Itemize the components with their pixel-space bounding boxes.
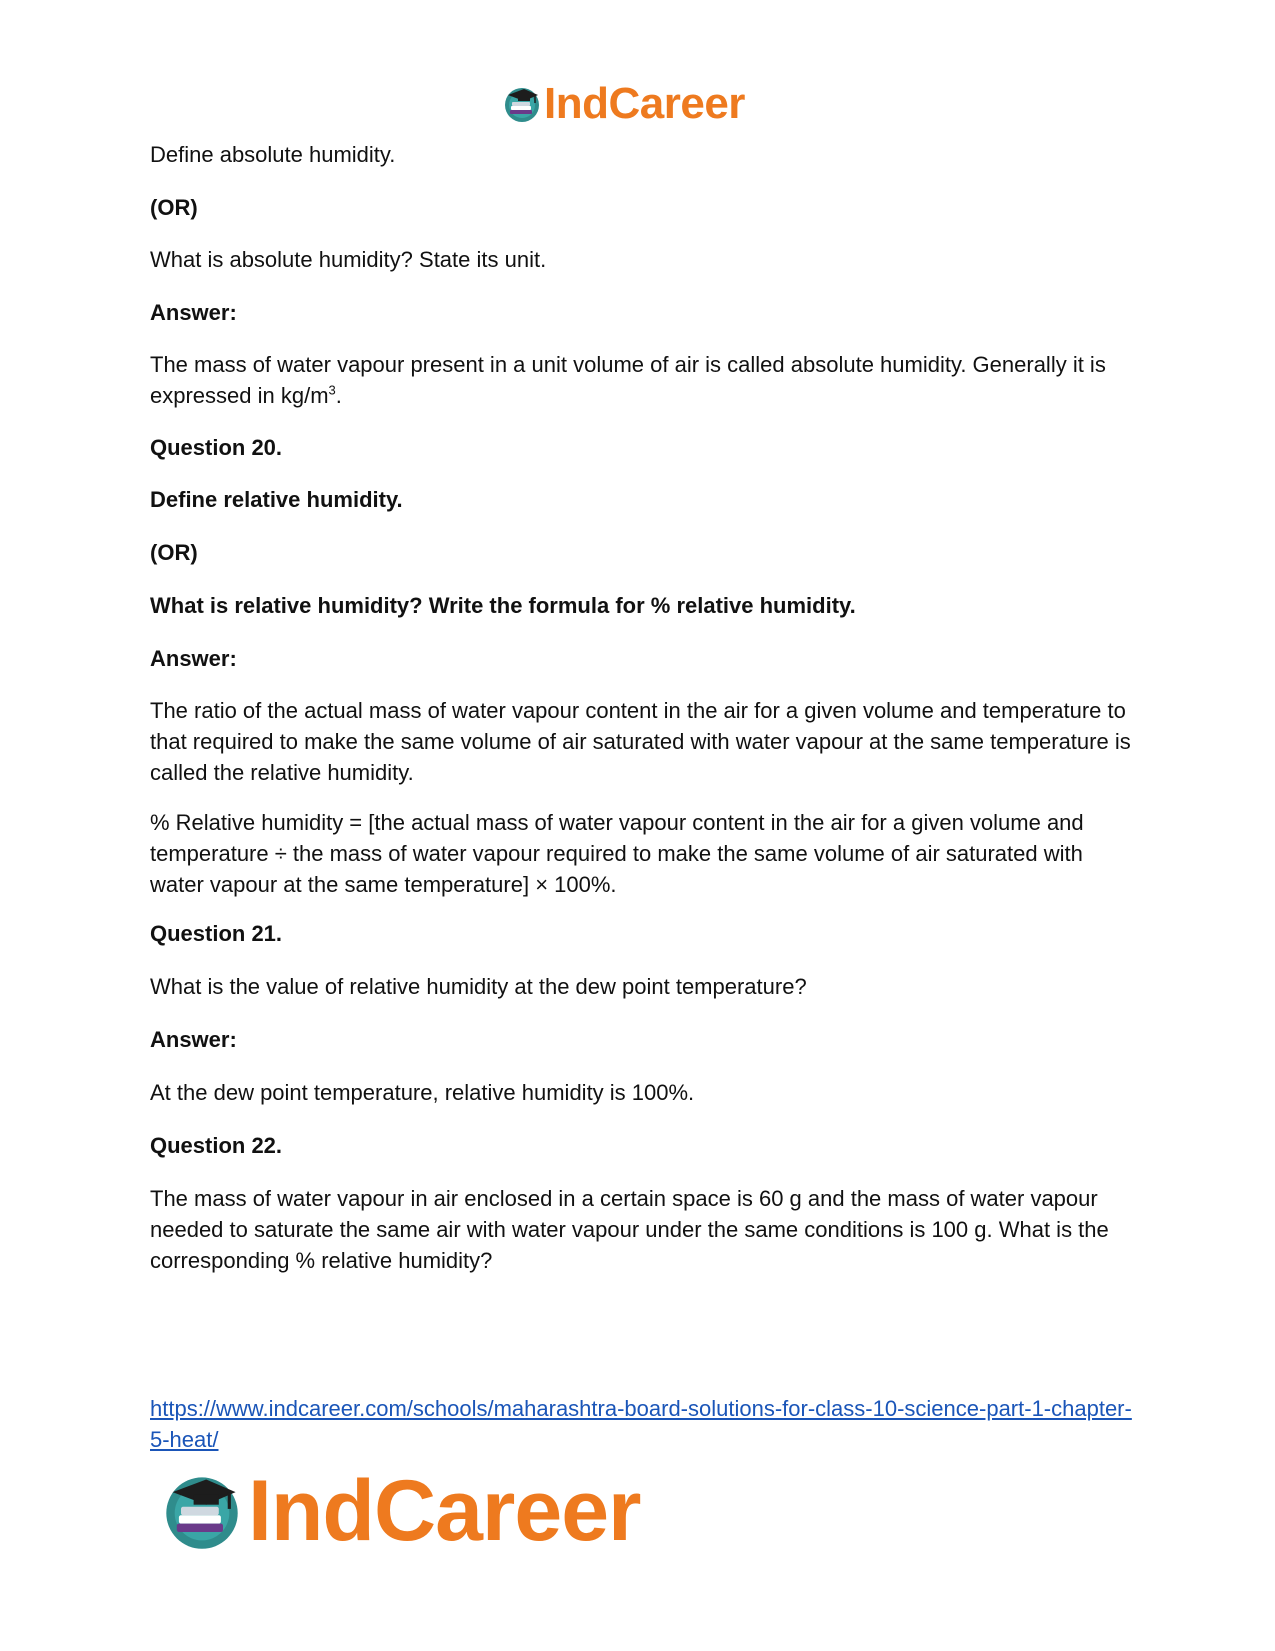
question-text: Define absolute humidity. (150, 142, 396, 167)
logo-wordmark: IndCareer (248, 1462, 641, 1559)
footer-logo (160, 1462, 641, 1559)
answer-text: The ratio of the actual mass of water vapour content in the air for a given volume and temperature to that required to make the same volume of air saturated with water vapour at the same temperature is called the relative humidity. (150, 698, 1131, 785)
answer-label: Answer: (150, 300, 237, 325)
answer-label: Answer: (150, 1027, 237, 1052)
or-separator: (OR) (150, 195, 198, 220)
question-number: Question 21. (150, 921, 283, 946)
graduation-cap-books-globe-icon (502, 84, 542, 124)
question-text: What is absolute humidity? State its unit. (150, 247, 547, 272)
source-link[interactable]: https://www.indcareer.com/schools/maharashtra-board-solutions-for-class-10-science-part-1-chapter-5-heat/ (150, 1396, 1132, 1452)
or-separator: (OR) (150, 540, 198, 565)
answer-label: Answer: (150, 646, 237, 671)
graduation-cap-books-globe-icon (160, 1469, 244, 1553)
header-logo (502, 80, 745, 128)
answer-text: At the dew point temperature, relative humidity is 100%. (150, 1080, 695, 1105)
formula-text: % Relative humidity = [the actual mass of water vapour content in the air for a given volume and temperature ÷ the mass of water vapour required to make the same volume of air saturated with water vapour at the same temperature] × 100%. (150, 810, 1084, 897)
question-text: What is relative humidity? Write the formula for % relative humidity. (150, 593, 856, 618)
question-number: Question 22. (150, 1133, 283, 1158)
logo-wordmark: IndCareer (544, 79, 745, 128)
question-number: Question 20. (150, 435, 283, 460)
question-text: Define relative humidity. (150, 487, 403, 512)
question-text: What is the value of relative humidity at the dew point temperature? (150, 974, 807, 999)
question-text: The mass of water vapour in air enclosed in a certain space is 60 g and the mass of water vapour needed to saturate the same air with water vapour under the same conditions is 100 g. What is the corresponding % relative humidity? (150, 1186, 1109, 1273)
answer-text: The mass of water vapour present in a unit volume of air is called absolute humidity. Generally it is expressed in $kg/m^3$. (150, 352, 1106, 408)
